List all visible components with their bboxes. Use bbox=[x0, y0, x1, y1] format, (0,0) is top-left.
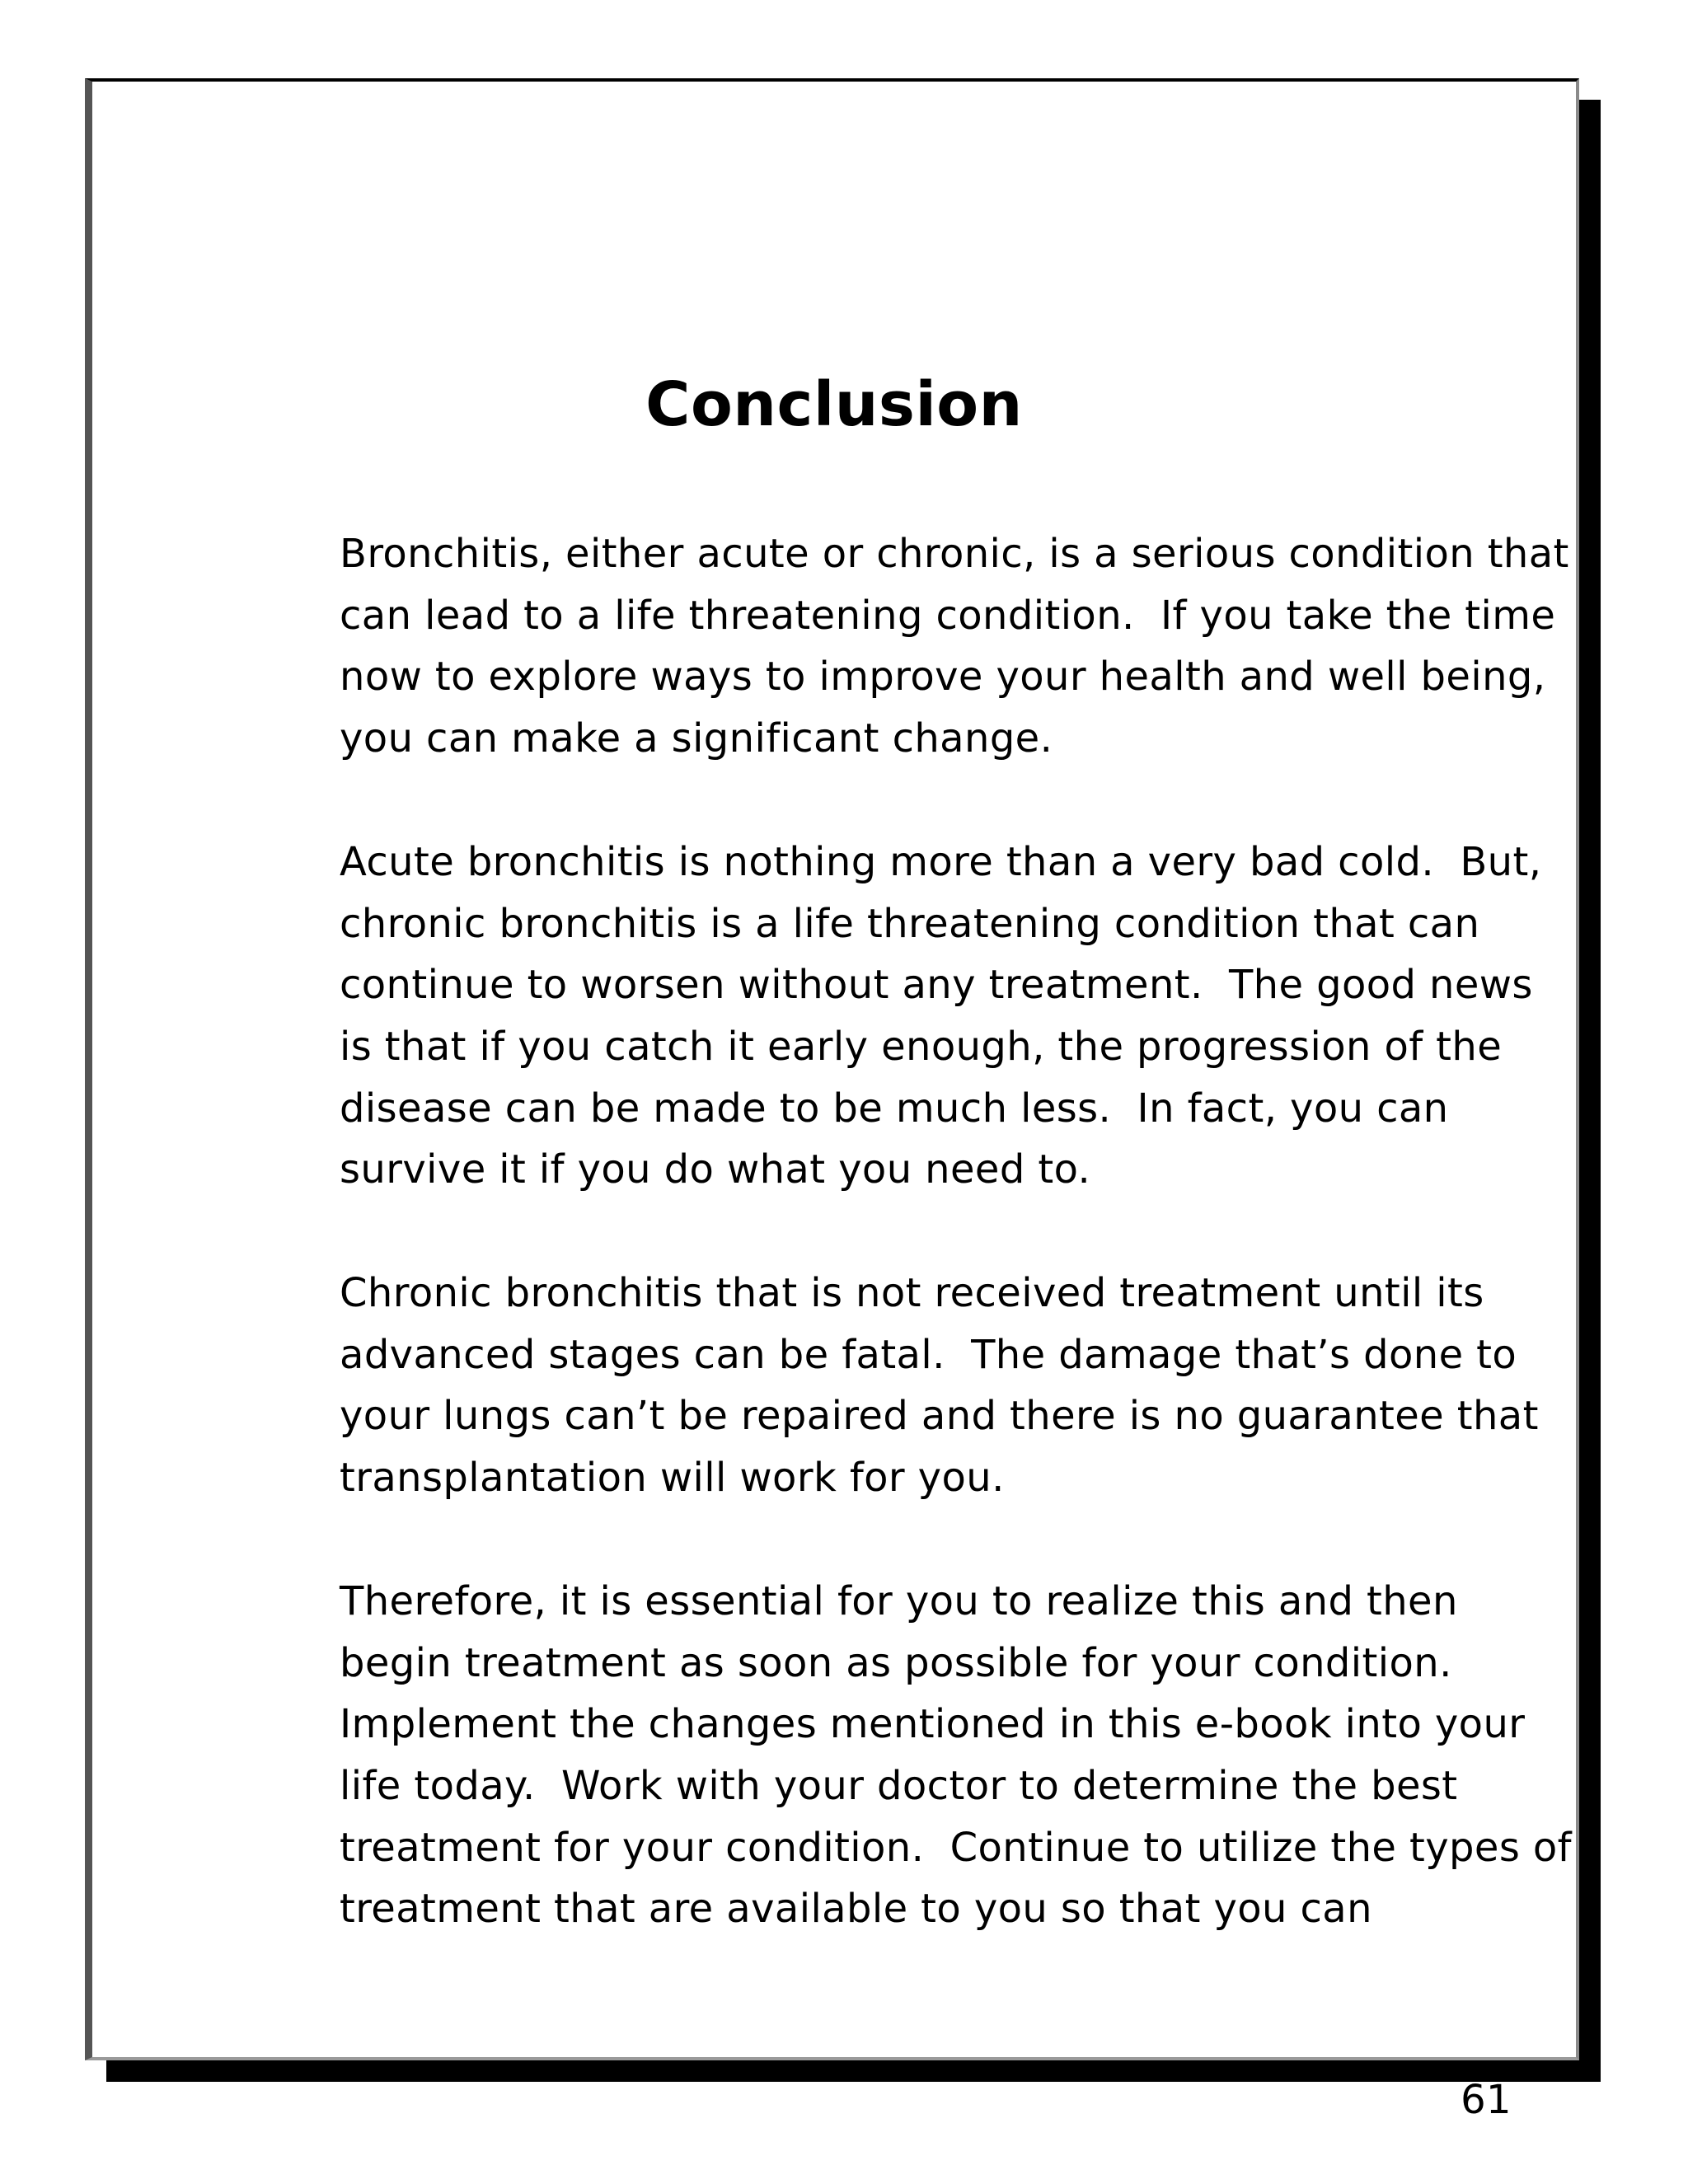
text-line: continue to worsen without any treatment. The good news bbox=[340, 962, 1533, 1009]
paragraph-3 bbox=[340, 1263, 1559, 1509]
paragraph-4 bbox=[340, 1571, 1572, 1940]
text-line: life today. Work with your doctor to determine the best bbox=[340, 1762, 1458, 1809]
paragraph-2 bbox=[340, 832, 1559, 1201]
text-line: Chronic bronchitis that is not received treatment until its bbox=[340, 1270, 1484, 1317]
text-line: disease can be made to be much less. In fact, you can bbox=[340, 1085, 1449, 1132]
paragraph-1 bbox=[340, 523, 1569, 770]
text-line: treatment that are available to you so that you can bbox=[340, 1886, 1372, 1933]
page-frame bbox=[85, 78, 1579, 2123]
text-line: advanced stages can be fatal. The damage that’s done to bbox=[340, 1331, 1517, 1378]
text-line: survive it if you do what you need to. bbox=[340, 1146, 1091, 1193]
text-line: Therefore, it is essential for you to realize this and then bbox=[340, 1577, 1458, 1624]
text-line: your lungs can’t be repaired and there is no guarantee that bbox=[340, 1393, 1539, 1440]
text-line: chronic bronchitis is a life threatening condition that can bbox=[340, 900, 1480, 947]
page-title: Conclusion bbox=[645, 369, 1023, 440]
text-line: Implement the changes mentioned in this e-book into your bbox=[340, 1701, 1526, 1748]
text-line: treatment for your condition. Continue to utilize the types of bbox=[340, 1824, 1572, 1871]
text-line: now to explore ways to improve your health and well being, bbox=[340, 654, 1546, 701]
body-text bbox=[340, 523, 1572, 2002]
text-line: transplantation will work for you. bbox=[340, 1455, 1005, 1502]
text-line: can lead to a life threatening condition. If you take the time bbox=[340, 592, 1556, 639]
text-line: is that if you catch it early enough, the progression of the bbox=[340, 1023, 1503, 1070]
text-line: you can make a significant change. bbox=[340, 715, 1053, 762]
text-line: begin treatment as soon as possible for your condition. bbox=[340, 1639, 1452, 1686]
page-number: 61 bbox=[1461, 2077, 1512, 2123]
text-line: Acute bronchitis is nothing more than a very bad cold. But, bbox=[340, 838, 1542, 885]
text-line: Bronchitis, either acute or chronic, is a serious condition that bbox=[340, 531, 1569, 577]
